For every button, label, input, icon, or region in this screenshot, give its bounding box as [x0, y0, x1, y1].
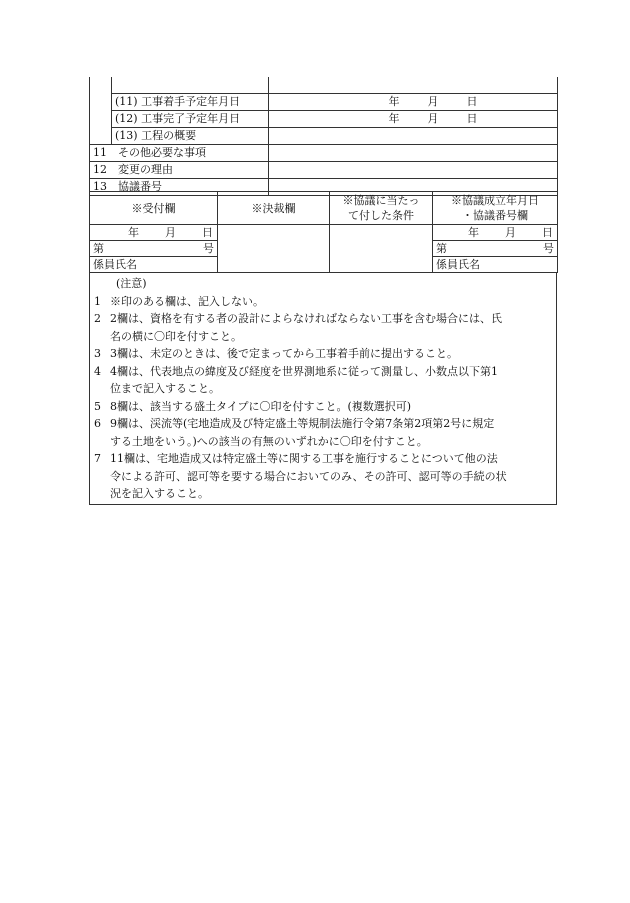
change-reason-field[interactable]: [269, 161, 558, 178]
day-unit: 日: [466, 111, 478, 125]
agreement-header-line: ※協議成立年月日: [451, 194, 539, 207]
reception-table: [89, 191, 558, 273]
other-matters-field[interactable]: [269, 144, 558, 161]
continued-label-cell: [112, 77, 269, 93]
note-text: 名の横に〇印を付すこと。: [110, 329, 242, 343]
note-text: 況を記入すること。: [110, 487, 209, 500]
start-date-field[interactable]: [269, 93, 558, 110]
reception-number-field[interactable]: [90, 241, 218, 257]
table-row: [90, 225, 558, 241]
notes-section: [89, 273, 557, 505]
table-row: [90, 161, 558, 178]
table-row: [90, 127, 558, 144]
year-unit: 年: [388, 111, 400, 125]
note-text: ※印のある欄は、記入しない。: [110, 294, 264, 308]
month-unit: 月: [427, 111, 439, 125]
note-item: [90, 345, 556, 363]
approval-header: ※決裁欄: [218, 192, 330, 225]
note-item: [90, 293, 556, 311]
note-text: 2欄は、資格を有する者の設計によらなければならない工事を含む場合には、氏: [110, 312, 502, 325]
month-unit: 月: [165, 226, 176, 239]
start-date-label: (11) 工事着手予定年月日: [112, 93, 269, 110]
note-text: 位まで記入すること。: [110, 382, 220, 395]
number-suffix: 号: [203, 242, 214, 255]
note-text: 9欄は、渓流等(宅地造成及び特定盛土等規制法施行令第7条第2項第2号に規定: [110, 417, 495, 430]
number-suffix: 号: [543, 242, 554, 255]
note-item: [90, 363, 556, 398]
note-number: 3: [94, 347, 101, 360]
notes-title: (注意): [116, 277, 147, 290]
year-unit: 年: [388, 94, 400, 108]
conditions-field[interactable]: [330, 225, 433, 273]
conditions-header: [330, 192, 433, 225]
day-unit: 日: [542, 226, 553, 239]
table-row: [90, 77, 558, 93]
other-matters-label: 11 その他必要な事項: [90, 144, 269, 161]
note-number: 2: [94, 312, 101, 325]
table-row: [90, 192, 558, 225]
note-number: 5: [94, 399, 101, 413]
note-number: 6: [94, 417, 101, 430]
reception-staff-field[interactable]: 係員氏名: [90, 257, 218, 273]
note-text: 令による許可、認可等を要する場合においてのみ、その許可、認可等の手続の状: [110, 469, 507, 483]
note-item: [90, 310, 556, 345]
change-reason-label: 12 変更の理由: [90, 161, 269, 178]
completion-date-label: (12) 工事完了予定年月日: [112, 110, 269, 127]
table-row: [90, 110, 558, 127]
year-unit: 年: [128, 226, 139, 239]
month-unit: 月: [505, 226, 516, 239]
approval-field[interactable]: [218, 225, 330, 273]
day-unit: 日: [202, 226, 213, 239]
note-text: 8欄は、該当する盛土タイプに〇印を付すこと。(複数選択可): [110, 399, 412, 413]
indent-cell: [90, 77, 112, 93]
note-text: 3欄は、未定のときは、後で定まってから工事着手前に提出すること。: [110, 347, 458, 360]
note-item: [90, 415, 556, 450]
agreement-header: [433, 192, 558, 225]
note-number: 7: [94, 452, 101, 465]
conditions-header-line: ※協議に当たっ: [342, 194, 420, 207]
note-item: [90, 450, 556, 503]
number-prefix: 第: [436, 242, 447, 255]
continued-value-cell: [269, 77, 558, 93]
note-item: [90, 398, 556, 416]
note-number: 1: [94, 294, 101, 308]
process-outline-label: (13) 工程の概要: [112, 127, 269, 144]
table-row: [90, 93, 558, 110]
note-text: 11欄は、宅地造成又は特定盛土等に関する工事を施行することについて他の法: [110, 452, 498, 465]
month-unit: 月: [427, 94, 439, 108]
reception-header: ※受付欄: [90, 192, 218, 225]
note-number: 4: [94, 364, 101, 378]
note-text: する土地をいう。)への該当の有無のいずれかに〇印を付すこと。: [110, 434, 428, 448]
agreement-staff-field[interactable]: 係員氏名: [433, 257, 558, 273]
agreement-header-line: ・協議番号欄: [462, 209, 528, 222]
table-row: [90, 144, 558, 161]
completion-date-field[interactable]: [269, 110, 558, 127]
consultation-number-label: 13 協議番号: [90, 178, 269, 195]
indent-cell: [90, 93, 112, 110]
reception-date-field[interactable]: [90, 225, 218, 241]
agreement-number-field[interactable]: [433, 241, 558, 257]
year-unit: 年: [468, 226, 479, 239]
process-outline-field[interactable]: [269, 127, 558, 144]
conditions-header-line: て付した条件: [348, 209, 414, 222]
agreement-date-field[interactable]: [433, 225, 558, 241]
construction-schedule-table: [89, 77, 558, 196]
indent-cell: [90, 127, 112, 144]
note-text: 4欄は、代表地点の緯度及び経度を世界測地系に従って測量し、小数点以下第1: [110, 364, 498, 378]
number-prefix: 第: [93, 242, 104, 255]
notes-list: [90, 293, 556, 503]
indent-cell: [90, 110, 112, 127]
day-unit: 日: [466, 94, 478, 108]
